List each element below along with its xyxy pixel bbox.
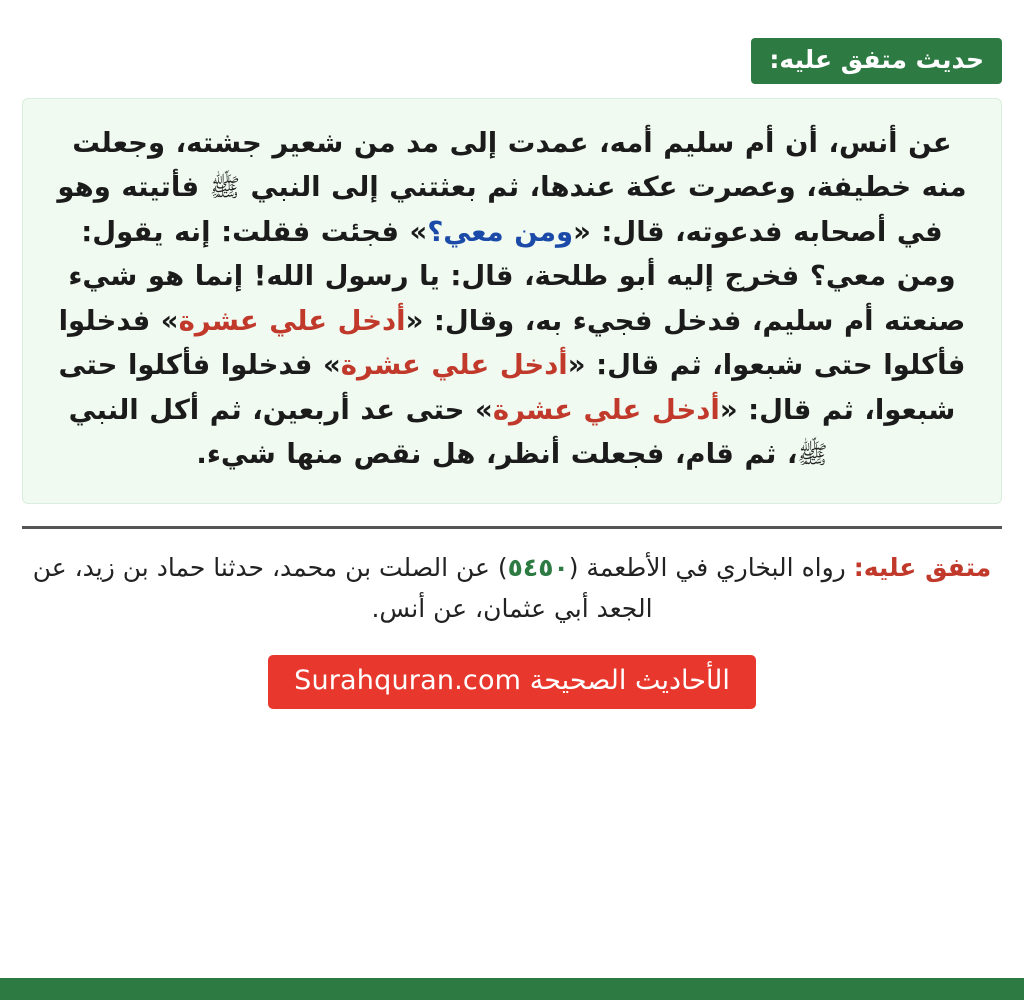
- section-divider: [22, 526, 1002, 529]
- hadith-grade-badge: حديث متفق عليه:: [751, 38, 1002, 84]
- hadith-part-2: فأتيته وهو في أصحابه فدعوته، قال: «: [57, 171, 943, 248]
- hadith-part-7: ، ثم قام، فجعلت أنظر، هل نقص منها شيء.: [196, 438, 798, 471]
- sallallahu-alayhi-wasallam-glyph: ﷺ: [209, 173, 240, 203]
- source-text-before: رواه البخاري في الأطعمة (: [568, 552, 854, 582]
- bottom-accent-strip: [0, 978, 1024, 1000]
- hadith-part-5: » فدخلوا فأكلوا حتى شبعوا، ثم قال: «: [58, 349, 956, 426]
- sallallahu-alayhi-wasallam-glyph-2: ﷺ: [797, 440, 828, 470]
- site-banner[interactable]: الأحاديث الصحيحة Surahquran.com: [268, 655, 756, 709]
- hadith-part-4: » فدخلوا فأكلوا حتى شبعوا، ثم قال: «: [58, 304, 966, 382]
- source-text-after: ) عن الصلت بن محمد، حدثنا حماد بن زيد، عن الجعد أبي عثمان، عن أنس.: [32, 552, 653, 624]
- hadith-body: [49, 121, 975, 477]
- hadith-part-6: » حتى عد أربعين، ثم أكل النبي: [68, 393, 493, 426]
- source-hadith-number: ٥٤٥٠: [507, 552, 569, 582]
- hadith-quote-4: أدخل علي عشرة: [492, 393, 720, 426]
- hadith-part-3: » فجئت فقلت: إنه يقول: ومن معي؟ فخرج إليه أبو طلحة، قال: يا رسول الله! إنما هو شيء صنعته أم سليم، فدخل فجيء به، وقال: «: [68, 215, 966, 337]
- site-banner-row: [0, 655, 1024, 709]
- hadith-quote-2: أدخل علي عشرة: [178, 304, 406, 337]
- hadith-source: [22, 547, 1002, 630]
- source-label: متفق عليه:: [853, 552, 992, 582]
- hadith-quote-3: أدخل علي عشرة: [340, 349, 568, 382]
- hadith-quote-1: ومن معي؟: [427, 215, 574, 248]
- hadith-part-1: عن أنس، أن أم سليم أمه، عمدت إلى مد من شعير جشته، وجعلت منه خطيفة، وعصرت عكة عندها، ثم بعثتني إلى النبي: [72, 126, 967, 204]
- hadith-text-box: [22, 98, 1002, 504]
- header-row: [0, 0, 1024, 84]
